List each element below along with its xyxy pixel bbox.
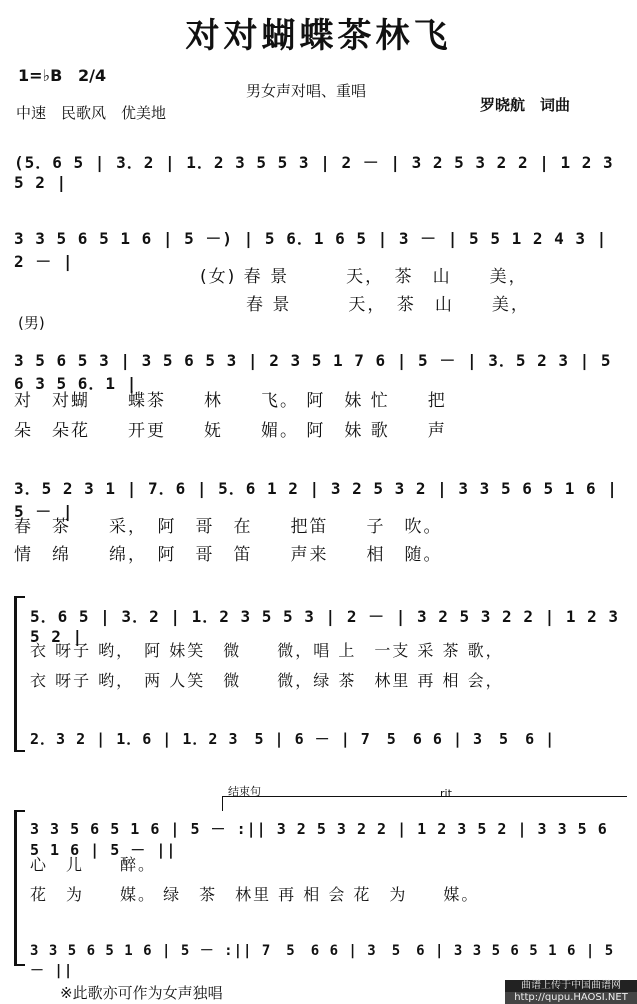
page-title: 对对蝴蝶茶林飞 (185, 16, 452, 56)
lyric-line-6b: 花 为 媒。 绿 茶 林里 再 相 会 花 为 媒。 (30, 885, 480, 904)
lyric-line-3a: 对 对蝴 蝶茶 林 飞。 阿 妹 忙 把 (14, 391, 447, 411)
score-line-6-upper: 3 3 5 6 5 1 6 | 5 － :|| 3 2 5 3 2 2 | 1 2 3 5 2 | 3 3 5 6 5 1 6 | 5 － || (30, 820, 608, 859)
score-line-4: 3．5 2 3 1 | 7．6 | 5．6 1 2 | 3 2 5 3 2 | 3 3 5 6 5 1 6 | 5 － | (14, 479, 618, 521)
watermark-line-2: http://qupu.HAOSI.NET (505, 992, 637, 1004)
credits: 罗晓航 词曲 (480, 96, 571, 114)
lyric-line-4a: 春 茶 采， 阿 哥 在 把笛 子 吹。 (14, 517, 443, 537)
lyric-line-2a: (女) 春 景 天， 茶 山 美， (200, 267, 528, 287)
time-signature: 2/4 (78, 66, 107, 85)
lyric-line-5a: 衣 呀子 哟， 阿 妹笑 微 微，唱 上 一支 采 茶 歌， (30, 641, 504, 660)
lyric-line-3b: 朵 朵花 开更 妩 媚。 阿 妹 歌 声 (14, 421, 447, 441)
part-bracket-1 (14, 596, 25, 752)
part-bracket-2 (14, 810, 25, 966)
score-line-6-lower: 3 3 5 6 5 1 6 | 5 － :|| 7 5 6 6 | 3 5 6 | 3 3 5 6 5 1 6 | 5 － || (30, 943, 615, 979)
score-line-5-upper: 5．6 5 | 3．2 | 1．2 3 5 5 3 | 2 － | 3 2 5 3 2 2 | 1 2 3 5 2 | (30, 607, 620, 646)
ending-label: 结束句 (228, 785, 261, 798)
key-signature: 1=♭B (18, 66, 63, 85)
lyric-line-5b: 衣 呀子 哟， 两 人笑 微 微，绿 茶 林里 再 相 会， (30, 671, 504, 690)
part-label-male: (男) (18, 314, 45, 332)
rit-label: rit (440, 787, 452, 800)
ending-bracket (222, 796, 627, 811)
performance-note: 男女声对唱、重唱 (246, 82, 367, 100)
score-line-2: 3 3 5 6 5 1 6 | 5 －) | 5 6．1 6 5 | 3 － | 5 5 1 2 4 3 | 2 － | (14, 229, 608, 271)
tempo-style: 中速 民歌风 优美地 (16, 104, 167, 122)
watermark-line-1: 曲谱上传于中国曲谱网 (505, 980, 637, 992)
lyric-line-2b: 春 景 天， 茶 山 美， (246, 295, 530, 315)
score-line-5-lower: 2．3 2 | 1．6 | 1．2 3 5 | 6 － | 7 5 6 6 | 3 5 6 | (30, 730, 556, 748)
footnote: ※此歌亦可作为女声独唱 (60, 984, 223, 1002)
score-line-3: 3 5 6 5 3 | 3 5 6 5 3 | 2 3 5 1 7 6 | 5 － | 3．5 2 3 | 5 6 3 5 6．1 | (14, 351, 612, 393)
lyric-line-6a: 心 儿 醉。 (30, 855, 157, 874)
score-line-1: (5．6 5 | 3．2 | 1．2 3 5 5 3 | 2 － | 3 2 5 3 2 2 | 1 2 3 5 2 | (14, 153, 614, 192)
lyric-line-4b: 情 绵 绵， 阿 哥 笛 声来 相 随。 (14, 545, 443, 565)
